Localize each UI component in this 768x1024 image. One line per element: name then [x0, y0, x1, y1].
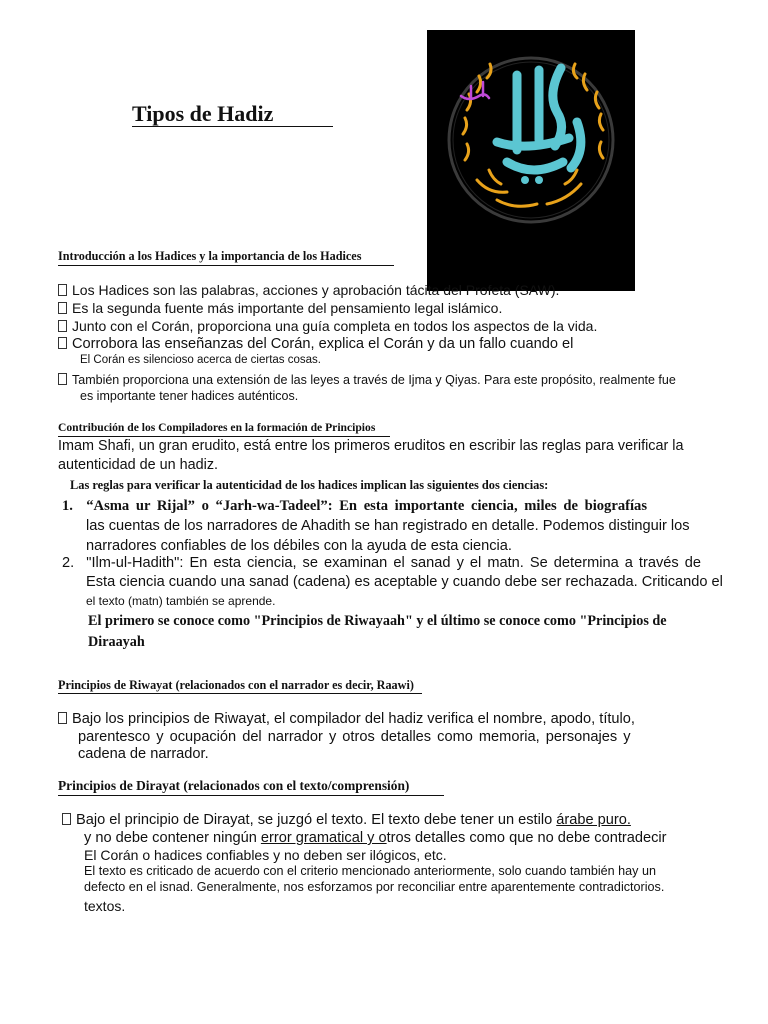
numbered-item-2: 2. "Ilm-ul-Hadith": En esta ciencia, se examinan el sanad y el matn. Se determina a través de Esta ciencia cuando una sanad (cadena) es aceptable y cuando debe ser rechazada. Criticando el el texto (matn) también se aprende. [62, 555, 723, 608]
bullet-box-icon [58, 302, 67, 314]
list-item: Los Hadices son las palabras, acciones y aprobación tácita del Profeta (SAW). [58, 282, 559, 299]
intro-heading: Introducción a los Hadices y la importancia de los Hadices [58, 249, 362, 263]
bullet-box-icon [58, 373, 67, 385]
dirayat-heading-underline [58, 795, 444, 796]
rules-heading: Las reglas para verificar la autenticidad de los hadices implican las siguientes dos ciencias: [70, 478, 549, 492]
list-item-continuation: es importante tener hadices auténticos. [80, 389, 299, 403]
numbered-item-1: 1. “Asma ur Rijal” o “Jarh-wa-Tadeel”: En esta importante ciencia, miles de biografías las cuentas de los narradores de Ahadith se han registrado en detalle. Podemos distinguir los narradores confiables de los débiles con la ayuda de esta ciencia. [62, 498, 690, 554]
list-item: Corrobora las enseñanzas del Corán, explica el Corán y da un fallo cuando el [58, 336, 573, 353]
list-item-continuation: El Corán es silencioso acerca de ciertas cosas. [80, 354, 321, 366]
compilers-paragraph: Imam Shafi, un gran erudito, está entre los primeros eruditos en escribir las reglas para verificar la autenticidad de un hadiz. [58, 438, 684, 473]
intro-heading-underline [58, 265, 394, 266]
bullet-box-icon [58, 284, 67, 296]
compilers-heading: Contribución de los Compiladores en la formación de Principios [58, 421, 376, 434]
bullet-box-icon [58, 337, 67, 349]
conclusion-text: El primero se conoce como "Principios de Riwayaah" y el último se conoce como "Principios de Diraayah [88, 613, 667, 650]
calligraphy-art [427, 30, 635, 291]
riwayat-paragraph: Bajo los principios de Riwayat, el compilador del hadiz verifica el nombre, apodo, título, parentesco y ocupación del narrador y otros detalles como memoria, personajes y cadena de narrador. [58, 711, 635, 764]
dirayat-heading: Principios de Dirayat (relacionados con el texto/comprensión) [58, 778, 410, 793]
list-item: También proporciona una extensión de las leyes a través de Ijma y Qiyas. Para este propósito, realmente fue [58, 372, 676, 388]
dirayat-line-2: y no debe contener ningún error gramatical y otros detalles como que no debe contradecir [84, 830, 667, 846]
hadith-calligraphy-image [427, 30, 635, 291]
dirayat-line-4: El texto es criticado de acuerdo con el criterio mencionado anteriormente, solo cuando también hay un [84, 864, 656, 878]
title-underline [132, 126, 333, 127]
page-title: Tipos de Hadiz [132, 101, 274, 126]
bullet-box-icon [58, 320, 67, 332]
bullet-box-icon [62, 813, 71, 825]
list-item: Junto con el Corán, proporciona una guía completa en todos los aspectos de la vida. [58, 318, 597, 335]
dirayat-line-1: Bajo el principio de Dirayat, se juzgó el texto. El texto debe tener un estilo árabe puro. [62, 812, 673, 828]
bullet-box-icon [58, 712, 67, 724]
dirayat-line-6: textos. [84, 898, 126, 914]
riwayat-heading-underline [58, 693, 422, 694]
calligraphy-ring [449, 58, 613, 222]
dirayat-line-3: El Corán o hadices confiables y no deben ser ilógicos, etc. [84, 847, 447, 863]
list-item: Es la segunda fuente más importante del pensamiento legal islámico. [58, 300, 502, 317]
riwayat-heading: Principios de Riwayat (relacionados con el narrador es decir, Raawi) [58, 678, 414, 692]
dirayat-line-5: defecto en el isnad. Generalmente, nos esforzamos por reconciliar entre aparentemente contradictorios. [84, 880, 665, 894]
